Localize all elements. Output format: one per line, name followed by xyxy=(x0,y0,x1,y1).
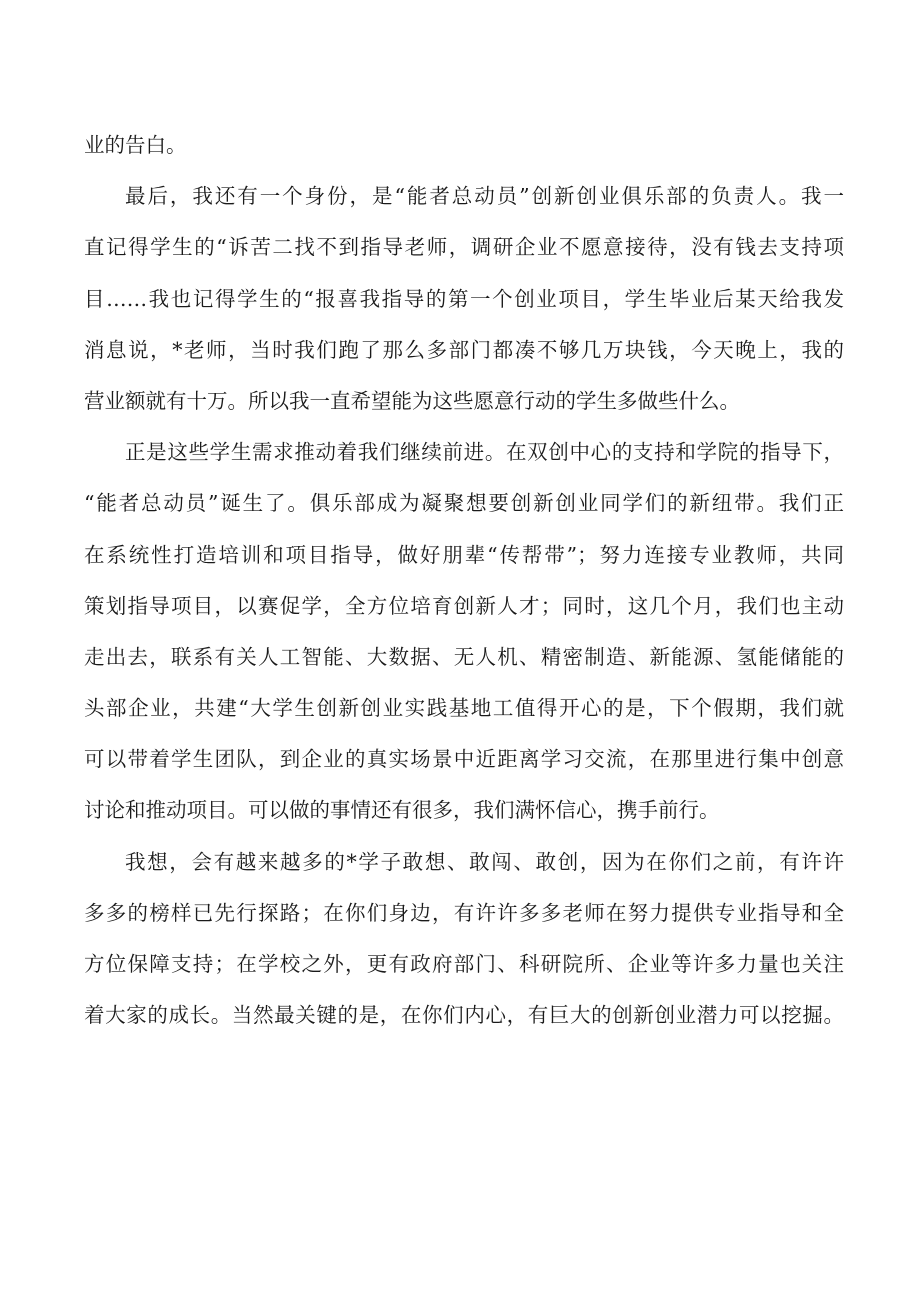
paragraph-2-line-3: 目……我也记得学生的“报喜我指导的第一个创业项目，学生毕业后某天给我发 xyxy=(84,286,844,311)
paragraph-3-line-2: “能者总动员”诞生了。俱乐部成为凝聚想要创新创业同学们的新纽带。我们正 xyxy=(84,491,844,516)
paragraph-4-line-1: 我想，会有越来越多的*学子敢想、敢闯、敢创，因为在你们之前，有许许 xyxy=(125,849,844,874)
paragraph-4-line-3: 方位保障支持；在学校之外，更有政府部门、科研院所、企业等许多力量也关注 xyxy=(84,952,844,976)
paragraph-2-line-4: 消息说，*老师，当时我们跑了那么多部门都凑不够几万块钱，今天晚上，我的 xyxy=(84,337,844,362)
paragraph-2-line-1: 最后，我还有一个身份，是“能者总动员”创新创业俱乐部的负责人。我一 xyxy=(125,184,844,209)
paragraph-3-line-7: 可以带着学生团队，到企业的真实场景中近距离学习交流，在那里进行集中创意 xyxy=(84,747,844,772)
paragraph-3-line-3: 在系统性打造培训和项目指导，做好朋辈“传帮带”；努力连接专业教师，共同 xyxy=(84,542,844,567)
paragraph-3-line-8: 讨论和推动项目。可以做的事情还有很多，我们满怀信心，携手前行。 xyxy=(84,798,720,823)
paragraph-3-line-4: 策划指导项目，以赛促学，全方位培育创新人才；同时，这几个月，我们也主动 xyxy=(84,593,844,618)
paragraph-3-line-1: 正是这些学生需求推动着我们继续前进。在双创中心的支持和学院的指导下， xyxy=(125,440,844,465)
paragraph-2-line-5: 营业额就有十万。所以我一直希望能为这些愿意行动的学生多做些什么。 xyxy=(84,388,740,413)
paragraph-3-line-6: 头部企业，共建“大学生创新创业实践基地工值得开心的是，下个假期，我们就 xyxy=(84,696,844,721)
paragraph-3-line-5: 走出去，联系有关人工智能、大数据、无人机、精密制造、新能源、氢能储能的 xyxy=(84,644,844,669)
document-body xyxy=(84,120,844,1041)
paragraph-1-line-1: 业的告白。 xyxy=(84,133,187,157)
paragraph-4-line-2: 多多的榜样已先行探路；在你们身边，有许许多多老师在努力提供专业指导和全 xyxy=(84,900,844,925)
paragraph-4-line-4: 着大家的成长。当然最关键的是，在你们内心，有巨大的创新创业潜力可以挖掘。 xyxy=(84,1003,844,1028)
paragraph-2-line-2: 直记得学生的“诉苦二找不到指导老师，调研企业不愿意接待，没有钱去支持项 xyxy=(84,235,844,260)
